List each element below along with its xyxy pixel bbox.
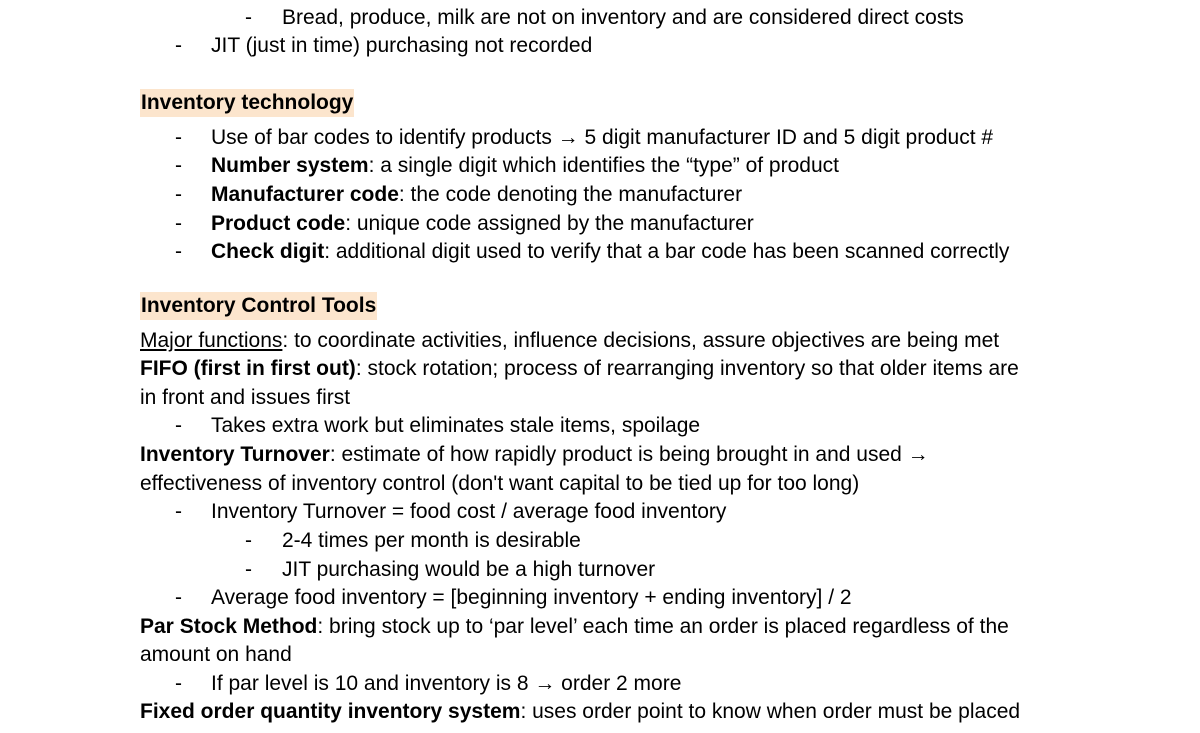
definition: : bring stock up to ‘par level’ each time an order is placed regardless of the: [317, 615, 1009, 638]
bullet-dash: -: [175, 34, 182, 57]
term: Number system: [211, 154, 369, 177]
list-item-text: Use of bar codes to identify products → 5 digit manufacturer ID and 5 digit product #: [211, 126, 994, 149]
term: Product code: [211, 212, 346, 235]
definition: : uses order point to know when order must be placed: [520, 700, 1021, 723]
definition: : unique code assigned by the manufacturer: [345, 212, 754, 235]
definition: : stock rotation; process of rearranging inventory so that older items are: [355, 357, 1019, 380]
definition: : to coordinate activities, influence decisions, assure objectives are being met: [282, 329, 1000, 352]
list-item-text: Inventory Turnover = food cost / average food inventory: [211, 500, 727, 523]
term: Par Stock Method: [140, 615, 318, 638]
list-item-text: If par level is 10 and inventory is 8 → order 2 more: [211, 672, 682, 695]
definition: : a single digit which identifies the “type” of product: [368, 154, 839, 177]
list-item-text: Bread, produce, milk are not on inventory and are considered direct costs: [282, 6, 964, 29]
paragraph-par-stock-continued: amount on hand: [140, 643, 292, 666]
term: Major functions: [140, 329, 283, 352]
bullet-dash: -: [245, 529, 252, 552]
paragraph-par-stock: [140, 615, 1009, 639]
bullet-dash: -: [175, 240, 182, 263]
list-item-text: [211, 212, 754, 236]
bullet-dash: -: [175, 586, 182, 609]
bullet-dash: -: [175, 154, 182, 177]
list-item-text: JIT purchasing would be a high turnover: [282, 558, 656, 581]
definition: : the code denoting the manufacturer: [398, 183, 743, 206]
paragraph-fifo: [140, 357, 1019, 381]
paragraph-major-functions: [140, 329, 999, 353]
list-item-text: [211, 154, 839, 178]
term: Check digit: [211, 240, 325, 263]
list-item-text: Average food inventory = [beginning inventory + ending inventory] / 2: [211, 586, 852, 609]
definition: : additional digit used to verify that a bar code has been scanned correctly: [324, 240, 1010, 263]
bullet-dash: -: [245, 558, 252, 581]
bullet-dash: -: [175, 500, 182, 523]
paragraph-fixed-order-quantity: [140, 700, 1020, 724]
list-item-text: 2-4 times per month is desirable: [282, 529, 581, 552]
term: FIFO (first in first out): [140, 357, 356, 380]
bullet-dash: -: [175, 672, 182, 695]
section-heading-inventory-technology: Inventory technology: [140, 89, 354, 117]
bullet-dash: -: [175, 414, 182, 437]
list-item-text: JIT (just in time) purchasing not recorded: [211, 34, 593, 57]
term: Inventory Turnover: [140, 443, 330, 466]
list-item-text: [211, 240, 1009, 264]
bullet-dash: -: [245, 6, 252, 29]
term: Fixed order quantity inventory system: [140, 700, 521, 723]
definition: : estimate of how rapidly product is being brought in and used →: [329, 443, 929, 466]
paragraph-fifo-continued: in front and issues first: [140, 386, 351, 409]
list-item-text: [211, 183, 742, 207]
paragraph-inventory-turnover-continued: effectiveness of inventory control (don't want capital to be tied up for too long): [140, 472, 860, 495]
list-item-text: Takes extra work but eliminates stale items, spoilage: [211, 414, 701, 437]
term: Manufacturer code: [211, 183, 399, 206]
section-heading-inventory-control-tools: Inventory Control Tools: [140, 292, 377, 320]
bullet-dash: -: [175, 126, 182, 149]
paragraph-inventory-turnover: [140, 443, 929, 467]
bullet-dash: -: [175, 212, 182, 235]
bullet-dash: -: [175, 183, 182, 206]
